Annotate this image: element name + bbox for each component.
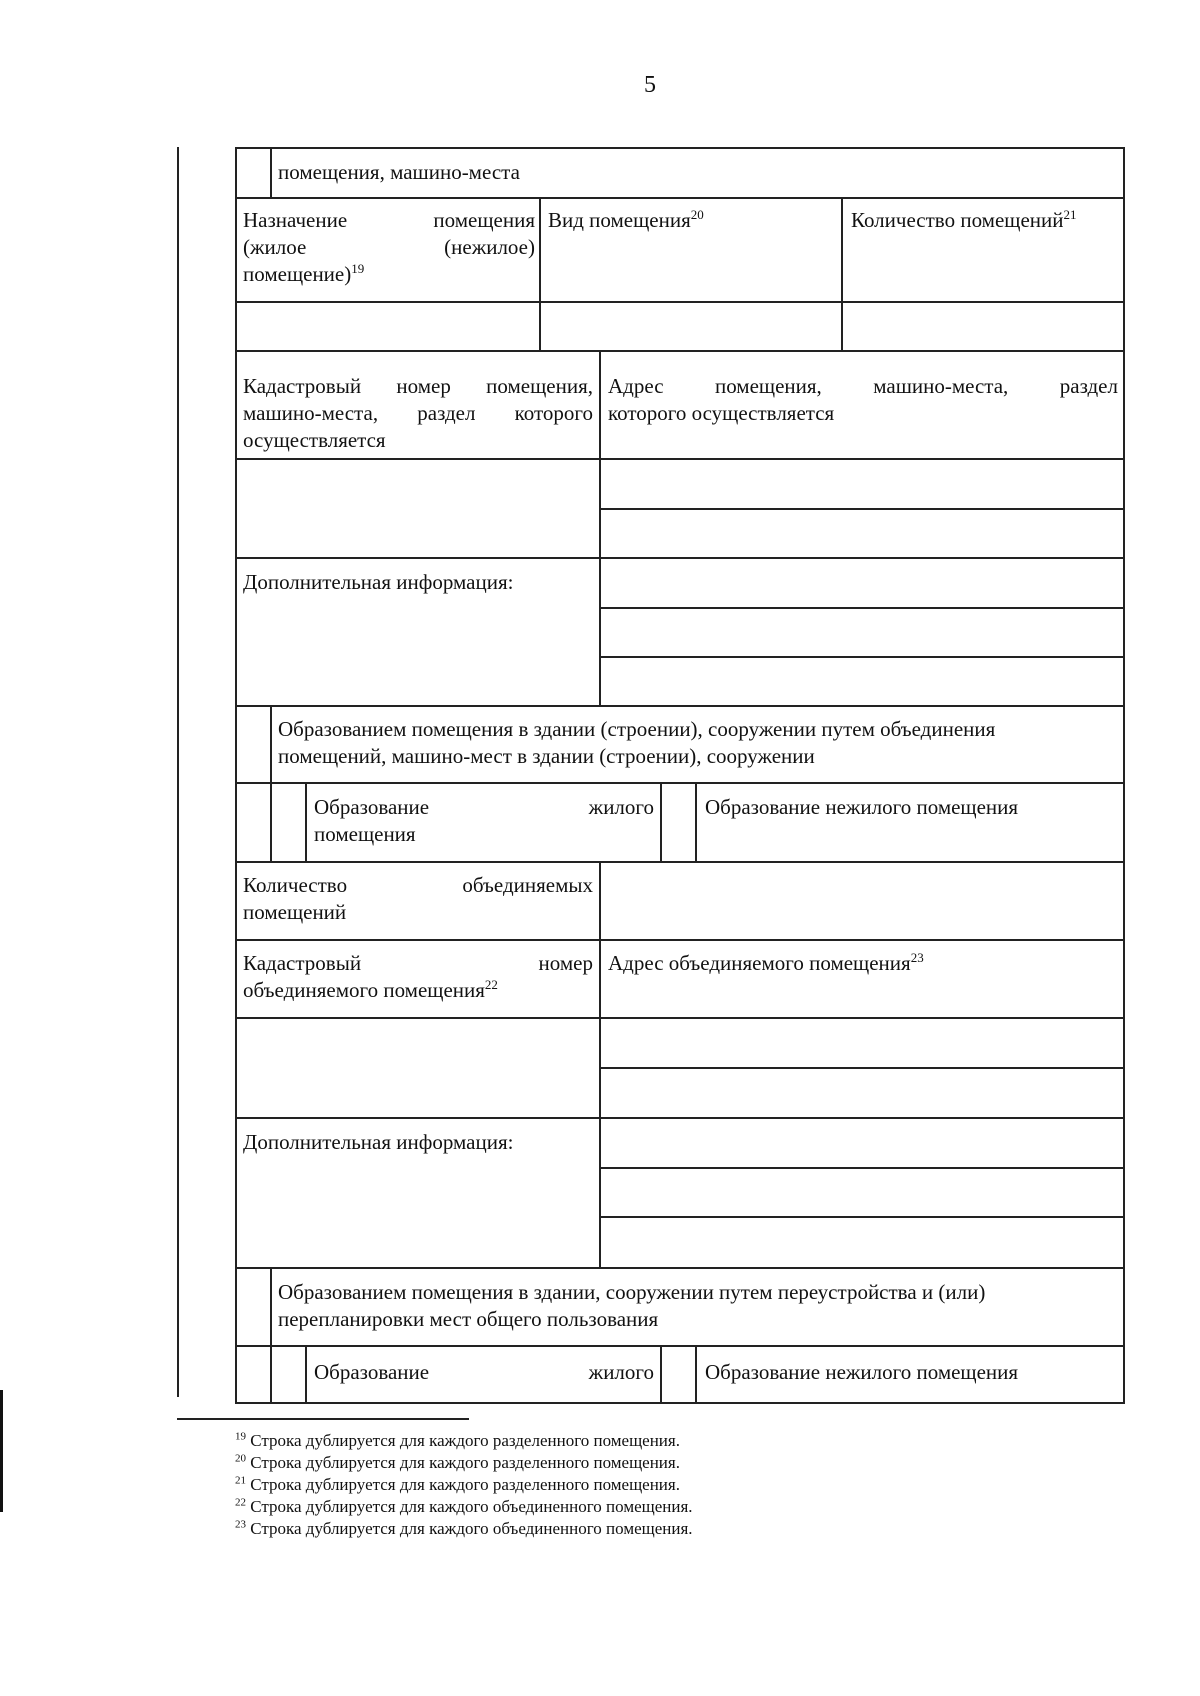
footnote: $^{21}$ Строка дублируется для каждого разделенного помещения. — [235, 1474, 680, 1494]
row-divider — [237, 197, 1123, 199]
row-divider — [599, 656, 1123, 658]
checkbox-divider — [270, 149, 272, 197]
merge-residential-label: Образование жилого — [314, 795, 654, 819]
page-number: 5 — [644, 72, 656, 98]
cadastral-label: машино-места, раздел которого — [243, 401, 593, 425]
row-divider — [237, 1117, 1123, 1119]
cadastral-label: осуществляется — [243, 428, 386, 452]
row-divider — [237, 939, 1123, 941]
row-divider — [599, 607, 1123, 609]
footnote-ref: 20 — [690, 207, 704, 222]
row-divider — [237, 782, 1123, 784]
kind-label: Вид помещения$^{20}$ — [548, 207, 704, 232]
merge-option-label: помещений, машино-мест в здании (строении), сооружении — [278, 744, 815, 768]
column-divider — [599, 350, 601, 705]
row-divider — [237, 350, 1123, 352]
merged-count-label: помещений — [243, 900, 347, 924]
application-form-table — [235, 147, 1125, 1404]
merge-option-label: Образованием помещения в здании (строении), сооружении путем объединения — [278, 717, 996, 741]
row-divider — [599, 508, 1123, 510]
footnote-ref: 23 — [910, 950, 924, 965]
row-divider — [237, 557, 1123, 559]
row-divider — [237, 1345, 1123, 1347]
rebuild-option-label: Образованием помещения в здании, сооружении путем переустройства и (или) — [278, 1280, 986, 1304]
row-divider — [237, 1017, 1123, 1019]
merged-count-label: Количество объединяемых — [243, 873, 593, 897]
merged-cadastral-label: Кадастровый номер — [243, 951, 593, 975]
merged-cadastral-label: объединяемого помещения$^{22}$ — [243, 977, 498, 1002]
footnote-ref: 21 — [1063, 207, 1077, 222]
footnote: $^{19}$ Строка дублируется для каждого разделенного помещения. — [235, 1430, 680, 1450]
column-divider — [599, 861, 601, 1267]
merge-nonresidential-label: Образование нежилого помещения — [705, 795, 1019, 819]
row-divider — [599, 1167, 1123, 1169]
footnote-separator — [177, 1418, 469, 1420]
row-divider — [237, 301, 1123, 303]
footnote-ref: 22 — [484, 977, 498, 992]
additional-info-label: Дополнительная информация: — [243, 570, 514, 594]
additional-info-label: Дополнительная информация: — [243, 1130, 514, 1154]
scan-mark — [0, 1390, 3, 1512]
rebuild-nonresidential-label: Образование нежилого помещения — [705, 1360, 1019, 1384]
checkbox-divider — [305, 782, 307, 861]
row-divider — [237, 861, 1123, 863]
rebuild-residential-label: Образование жилого — [314, 1360, 654, 1384]
address-label: Адрес помещения, машино-места, раздел — [608, 374, 1118, 398]
checkbox-divider — [660, 782, 662, 861]
footnote: $^{23}$ Строка дублируется для каждого объединенного помещения. — [235, 1518, 693, 1538]
column-divider — [539, 197, 541, 350]
cadastral-label: Кадастровый номер помещения, — [243, 374, 593, 398]
margin-line — [177, 147, 179, 1397]
premises-continuation: помещения, машино-места — [278, 160, 520, 184]
row-divider — [599, 1067, 1123, 1069]
checkbox-divider — [305, 1345, 307, 1404]
rebuild-option-label: перепланировки мест общего пользования — [278, 1307, 659, 1331]
checkbox-divider — [270, 705, 272, 861]
row-divider — [237, 1267, 1123, 1269]
row-divider — [237, 705, 1123, 707]
merge-residential-label: помещения — [314, 822, 416, 846]
footnote: $^{20}$ Строка дублируется для каждого разделенного помещения. — [235, 1452, 680, 1472]
merged-address-label: Адрес объединяемого помещения$^{23}$ — [608, 950, 924, 975]
purpose-label: помещение)$^{19}$ — [243, 261, 365, 286]
footnote-ref: 19 — [351, 261, 365, 276]
checkbox-divider — [695, 782, 697, 861]
column-divider — [841, 197, 843, 350]
checkbox-divider — [660, 1345, 662, 1404]
count-label: Количество помещений$^{21}$ — [851, 207, 1077, 232]
purpose-label: (жилое (нежилое) — [243, 235, 535, 259]
footnote: $^{22}$ Строка дублируется для каждого объединенного помещения. — [235, 1496, 693, 1516]
row-divider — [237, 458, 1123, 460]
row-divider — [599, 1216, 1123, 1218]
checkbox-divider — [695, 1345, 697, 1404]
address-label: которого осуществляется — [608, 401, 835, 425]
purpose-label: Назначение помещения — [243, 208, 535, 232]
checkbox-divider — [270, 1267, 272, 1404]
